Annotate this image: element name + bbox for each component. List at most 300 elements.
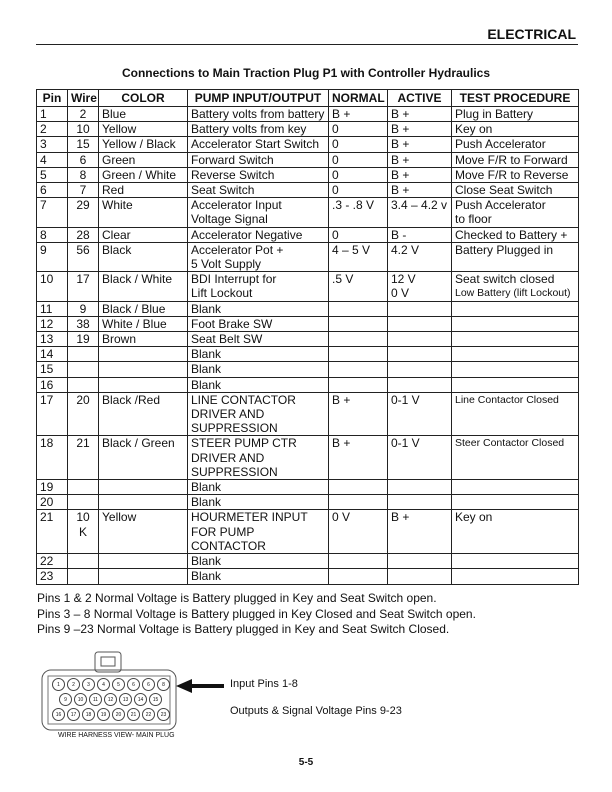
cell-line: B + xyxy=(391,167,410,182)
table-cell xyxy=(388,495,452,510)
cell-line: Push Accelerator xyxy=(455,137,546,152)
table-cell xyxy=(452,316,579,331)
table-cell xyxy=(329,167,388,182)
cell-line: Low Battery (lift Lockout) xyxy=(455,287,571,300)
table-row xyxy=(37,152,579,167)
table-cell xyxy=(388,377,452,392)
table-cell xyxy=(37,272,68,301)
cell-line: 17 xyxy=(76,272,90,287)
table-cell xyxy=(68,392,99,436)
table-cell xyxy=(37,152,68,167)
table-cell xyxy=(99,480,188,495)
table-cell xyxy=(68,480,99,495)
table-cell xyxy=(388,227,452,242)
table-cell xyxy=(388,554,452,569)
pin: 15 xyxy=(149,693,162,706)
pin: 8 xyxy=(157,678,170,691)
table-cell xyxy=(188,137,329,152)
table-cell xyxy=(99,198,188,227)
table-cell xyxy=(68,198,99,227)
cell-line: Black / Blue xyxy=(102,301,166,316)
pin: 18 xyxy=(82,708,95,721)
cell-line: 9 xyxy=(40,242,47,257)
page-header xyxy=(36,24,578,45)
cell-line: 0 xyxy=(332,167,339,182)
pin: 9 xyxy=(59,693,72,706)
table-cell xyxy=(99,137,188,152)
cell-line: 38 xyxy=(76,316,90,331)
cell-line: 23 xyxy=(40,569,54,584)
cell-line: Foot Brake SW xyxy=(191,316,273,331)
connector-diagram xyxy=(40,650,440,742)
table-row xyxy=(37,510,579,554)
table-cell xyxy=(452,347,579,362)
table-cell xyxy=(452,392,579,436)
cell-line: 20 xyxy=(40,495,54,510)
cell-line: 28 xyxy=(76,227,90,242)
table-cell xyxy=(37,198,68,227)
table-cell xyxy=(68,183,99,198)
cell-line: Yellow / Black xyxy=(102,137,176,152)
table-cell xyxy=(388,183,452,198)
table-cell xyxy=(37,377,68,392)
table-cell xyxy=(452,152,579,167)
cell-line: 56 xyxy=(76,242,90,257)
table-row xyxy=(37,362,579,377)
table-cell xyxy=(188,347,329,362)
table-cell xyxy=(188,122,329,137)
column-header: Pin xyxy=(37,90,68,107)
table-row xyxy=(37,495,579,510)
pin: 20 xyxy=(112,708,125,721)
table-cell xyxy=(388,152,452,167)
cell-line: Move F/R to Reverse xyxy=(455,167,569,182)
table-cell xyxy=(37,347,68,362)
cell-line: 0-1 V xyxy=(391,436,420,451)
table-cell xyxy=(388,480,452,495)
cell-line: 0 xyxy=(332,122,339,137)
cell-line: 12 V xyxy=(391,272,416,287)
table-cell xyxy=(37,242,68,271)
table-cell xyxy=(68,510,99,554)
table-cell xyxy=(37,316,68,331)
cell-line: 0 xyxy=(332,183,339,198)
table-cell xyxy=(37,301,68,316)
cell-line: Move F/R to Forward xyxy=(455,152,568,167)
cell-line: 9 xyxy=(79,301,87,316)
pin: 17 xyxy=(67,708,80,721)
pin: 1 xyxy=(52,678,65,691)
table-cell xyxy=(329,316,388,331)
cell-line: 15 xyxy=(76,137,90,152)
table-cell xyxy=(452,272,579,301)
cell-line: 8 xyxy=(79,167,87,182)
table-cell xyxy=(68,436,99,480)
table-cell xyxy=(452,569,579,584)
cell-line: B + xyxy=(391,183,410,198)
table-cell xyxy=(188,332,329,347)
cell-line: 10 xyxy=(40,272,54,287)
table-cell xyxy=(68,137,99,152)
table-cell xyxy=(99,377,188,392)
cell-line: .5 V xyxy=(332,272,354,287)
diagram-caption: WIRE HARNESS VIEW- MAIN PLUG xyxy=(58,732,175,739)
table-cell xyxy=(68,332,99,347)
table-cell xyxy=(99,569,188,584)
table-cell xyxy=(188,480,329,495)
cell-line: 0 xyxy=(332,137,339,152)
table-cell xyxy=(68,316,99,331)
cell-line: 0 V xyxy=(332,510,351,525)
table-cell xyxy=(99,242,188,271)
cell-line: 20 xyxy=(76,392,90,407)
table-cell xyxy=(329,242,388,271)
table-row xyxy=(37,107,579,122)
column-header: PUMP INPUT/OUTPUT xyxy=(188,90,329,107)
cell-line: B + xyxy=(391,510,410,525)
column-header: TEST PROCEDURE xyxy=(452,90,579,107)
table-cell xyxy=(188,242,329,271)
table-cell xyxy=(37,137,68,152)
table-cell xyxy=(329,272,388,301)
cell-line: Black /Red xyxy=(102,392,161,407)
cell-line: Accelerator Start Switch xyxy=(191,137,320,152)
cell-line: Accelerator Input xyxy=(191,198,282,213)
table-cell xyxy=(188,198,329,227)
cell-line: DRIVER AND xyxy=(191,450,265,465)
table-cell xyxy=(329,436,388,480)
table-title: Connections to Main Traction Plug P1 with Controller Hydraulics xyxy=(121,66,491,80)
table-cell xyxy=(99,362,188,377)
table-cell xyxy=(388,122,452,137)
cell-line: Blank xyxy=(191,569,222,584)
table-cell xyxy=(68,362,99,377)
cell-line: Lift Lockout xyxy=(191,286,253,301)
table-cell xyxy=(188,554,329,569)
table-cell xyxy=(329,480,388,495)
table-row xyxy=(37,554,579,569)
column-header: COLOR xyxy=(99,90,188,107)
cell-line: B + xyxy=(332,392,351,407)
pin-row xyxy=(52,678,170,691)
cell-line: Green / White xyxy=(102,167,177,182)
cell-line: LINE CONTACTOR xyxy=(191,392,296,407)
cell-line: White / Blue xyxy=(102,316,167,331)
cell-line: 21 xyxy=(40,510,54,525)
pin: 19 xyxy=(97,708,110,721)
cell-line: 0-1 V xyxy=(391,392,420,407)
cell-line: SUPPRESSION xyxy=(191,464,278,479)
table-cell xyxy=(329,183,388,198)
cell-line: 2 xyxy=(40,122,47,137)
table-cell xyxy=(37,122,68,137)
cell-line: 4 xyxy=(40,152,47,167)
table-row xyxy=(37,242,579,271)
cell-line: Yellow xyxy=(102,122,137,137)
table-cell xyxy=(329,122,388,137)
cell-line: Push Accelerator xyxy=(455,198,546,213)
cell-line: Battery volts from key xyxy=(191,122,307,137)
cell-line: Blank xyxy=(191,377,222,392)
cell-line: 5 xyxy=(40,167,47,182)
table-row xyxy=(37,480,579,495)
table-cell xyxy=(68,495,99,510)
pin: 13 xyxy=(119,693,132,706)
table-cell xyxy=(329,495,388,510)
table-cell xyxy=(388,316,452,331)
cell-line: 2 xyxy=(79,107,87,121)
table-cell xyxy=(329,569,388,584)
table-row xyxy=(37,227,579,242)
table-row xyxy=(37,347,579,362)
pin: 6 xyxy=(127,678,140,691)
cell-line: Brown xyxy=(102,332,137,347)
table-cell xyxy=(388,107,452,122)
cell-line: 0 xyxy=(332,152,339,167)
cell-line: Seat Switch xyxy=(191,183,255,198)
cell-line: 0 xyxy=(332,227,339,242)
cell-line: 3 xyxy=(40,137,47,152)
cell-line: 14 xyxy=(40,347,54,362)
table-cell xyxy=(388,167,452,182)
cell-line: 4.2 V xyxy=(391,242,420,257)
note: Pins 9 –23 Normal Voltage is Battery plugged in Key and Seat Switch Closed. xyxy=(37,622,450,636)
cell-line: Seat Belt SW xyxy=(191,332,263,347)
output-pins-label: Outputs & Signal Voltage Pins 9-23 xyxy=(230,705,402,717)
table-cell xyxy=(452,436,579,480)
table-cell xyxy=(99,554,188,569)
pin: 2 xyxy=(67,678,80,691)
table-cell xyxy=(68,122,99,137)
table-cell xyxy=(452,227,579,242)
table-cell xyxy=(388,392,452,436)
pin: 3 xyxy=(82,678,95,691)
table-row xyxy=(37,167,579,182)
cell-line: Blank xyxy=(191,347,222,362)
cell-line: .3 - .8 V xyxy=(332,198,375,213)
note: Pins 3 – 8 Normal Voltage is Battery plugged in Key Closed and Seat Switch open. xyxy=(37,606,476,621)
cell-line: 12 xyxy=(40,316,54,331)
table-cell xyxy=(188,183,329,198)
table-cell xyxy=(99,107,188,122)
table-cell xyxy=(37,510,68,554)
cell-line: 19 xyxy=(40,480,54,495)
table-cell xyxy=(99,272,188,301)
column-header: NORMAL xyxy=(329,90,388,107)
table-row xyxy=(37,377,579,392)
column-header: Wire xyxy=(68,90,99,107)
table-cell xyxy=(99,301,188,316)
table-row xyxy=(37,272,579,301)
table-cell xyxy=(329,377,388,392)
table-row xyxy=(37,137,579,152)
table-cell xyxy=(37,554,68,569)
cell-line: Blank xyxy=(191,480,222,495)
cell-line: STEER PUMP CTR xyxy=(191,436,297,451)
table-cell xyxy=(329,362,388,377)
table-cell xyxy=(188,301,329,316)
cell-line: 15 xyxy=(40,362,54,377)
table-cell xyxy=(452,480,579,495)
cell-line: Black / White xyxy=(102,272,173,287)
table-row xyxy=(37,332,579,347)
table-cell xyxy=(452,107,579,122)
table-cell xyxy=(37,480,68,495)
table-cell xyxy=(388,198,452,227)
cell-line: Close Seat Switch xyxy=(455,183,553,198)
table-cell xyxy=(188,152,329,167)
table-cell xyxy=(388,510,452,554)
cell-line: Line Contactor Closed xyxy=(455,393,559,406)
table-cell xyxy=(68,569,99,584)
table-cell xyxy=(188,107,329,122)
table-cell xyxy=(188,272,329,301)
cell-line: 22 xyxy=(40,554,54,569)
cell-line: Accelerator Pot + xyxy=(191,242,284,257)
cell-line: Blank xyxy=(191,301,222,316)
table-cell xyxy=(68,107,99,122)
table-cell xyxy=(37,183,68,198)
table-cell xyxy=(37,362,68,377)
cell-line: HOURMETER INPUT xyxy=(191,510,308,525)
table-cell xyxy=(99,392,188,436)
table-cell xyxy=(99,152,188,167)
cell-line: 10 xyxy=(76,122,90,137)
notes xyxy=(37,591,476,638)
table-cell xyxy=(68,167,99,182)
cell-line: Blank xyxy=(191,362,222,377)
cell-line: 7 xyxy=(40,198,47,213)
table-cell xyxy=(388,362,452,377)
pin: 12 xyxy=(104,693,117,706)
table-cell xyxy=(329,510,388,554)
cell-line: B + xyxy=(391,107,410,121)
cell-line: 4 – 5 V xyxy=(332,242,371,257)
table-cell xyxy=(329,152,388,167)
cell-line: 17 xyxy=(40,392,54,407)
cell-line: Key on xyxy=(455,122,493,137)
table-cell xyxy=(68,272,99,301)
table-cell xyxy=(388,569,452,584)
cell-line: 18 xyxy=(40,436,54,451)
table-cell xyxy=(452,510,579,554)
cell-line: 6 xyxy=(79,152,87,167)
cell-line: 5 Volt Supply xyxy=(191,257,262,272)
column-header: ACTIVE xyxy=(388,90,452,107)
table-cell xyxy=(37,167,68,182)
cell-line: 3.4 – 4.2 v xyxy=(391,198,448,213)
cell-line: B + xyxy=(332,436,351,451)
table-cell xyxy=(37,495,68,510)
table-cell xyxy=(388,137,452,152)
table-cell xyxy=(388,332,452,347)
table-row xyxy=(37,392,579,436)
cell-line: Battery volts from battery xyxy=(191,107,325,121)
table-cell xyxy=(99,436,188,480)
cell-line: FOR PUMP CONTACTOR xyxy=(191,524,266,553)
cell-line: Red xyxy=(102,183,125,198)
table-cell xyxy=(99,316,188,331)
table-cell xyxy=(388,272,452,301)
cell-line: Reverse Switch xyxy=(191,167,275,182)
cell-line: 10 K xyxy=(76,510,90,539)
cell-line: B + xyxy=(332,107,351,121)
table-cell xyxy=(99,332,188,347)
cell-line: Black xyxy=(102,242,132,257)
table-cell xyxy=(188,436,329,480)
cell-line: BDI Interrupt for xyxy=(191,272,277,287)
table-cell xyxy=(37,569,68,584)
table-cell xyxy=(68,554,99,569)
cell-line: 6 xyxy=(40,183,47,198)
table-cell xyxy=(452,137,579,152)
table-cell xyxy=(329,554,388,569)
table-row xyxy=(37,316,579,331)
table-cell xyxy=(99,183,188,198)
cell-line: 19 xyxy=(76,332,90,347)
cell-line: White xyxy=(102,198,133,213)
pin: 23 xyxy=(157,708,170,721)
table-cell xyxy=(99,167,188,182)
cell-line: DRIVER AND xyxy=(191,407,265,422)
table-cell xyxy=(329,198,388,227)
pin: 11 xyxy=(89,693,102,706)
table-cell xyxy=(452,554,579,569)
table-cell xyxy=(68,242,99,271)
table-cell xyxy=(188,495,329,510)
table-cell xyxy=(99,347,188,362)
cell-line: Key on xyxy=(455,510,493,525)
cell-line: Forward Switch xyxy=(191,152,274,167)
table-cell xyxy=(188,510,329,554)
cell-line: 21 xyxy=(76,436,90,451)
table-cell xyxy=(329,107,388,122)
table-cell xyxy=(188,377,329,392)
table-cell xyxy=(388,242,452,271)
table-cell xyxy=(99,510,188,554)
table-row xyxy=(37,301,579,316)
note: Pins 1 & 2 Normal Voltage is Battery plugged in Key and Seat Switch open. xyxy=(37,591,437,605)
table-cell xyxy=(68,347,99,362)
table-row xyxy=(37,183,579,198)
cell-line: 0 V xyxy=(391,286,410,301)
cell-line: 7 xyxy=(79,183,87,198)
cell-line: to floor xyxy=(455,212,492,227)
input-pins-label: Input Pins 1-8 xyxy=(230,678,298,690)
table-cell xyxy=(452,242,579,271)
table-cell xyxy=(388,301,452,316)
cell-line: Seat switch closed xyxy=(455,272,555,287)
pin: 16 xyxy=(52,708,65,721)
page-number: 5-5 xyxy=(298,757,314,768)
table-cell xyxy=(99,227,188,242)
pin: 10 xyxy=(74,693,87,706)
connections-table xyxy=(36,89,579,585)
table-cell xyxy=(329,301,388,316)
pin: 4 xyxy=(97,678,110,691)
pin: 6 xyxy=(142,678,155,691)
table-row xyxy=(37,436,579,480)
table-cell xyxy=(329,392,388,436)
table-cell xyxy=(452,495,579,510)
cell-line: B + xyxy=(391,152,410,167)
table-cell xyxy=(329,347,388,362)
table-cell xyxy=(68,377,99,392)
pin-row xyxy=(59,693,162,706)
cell-line: Yellow xyxy=(102,510,137,525)
table-cell xyxy=(68,301,99,316)
table-cell xyxy=(188,569,329,584)
